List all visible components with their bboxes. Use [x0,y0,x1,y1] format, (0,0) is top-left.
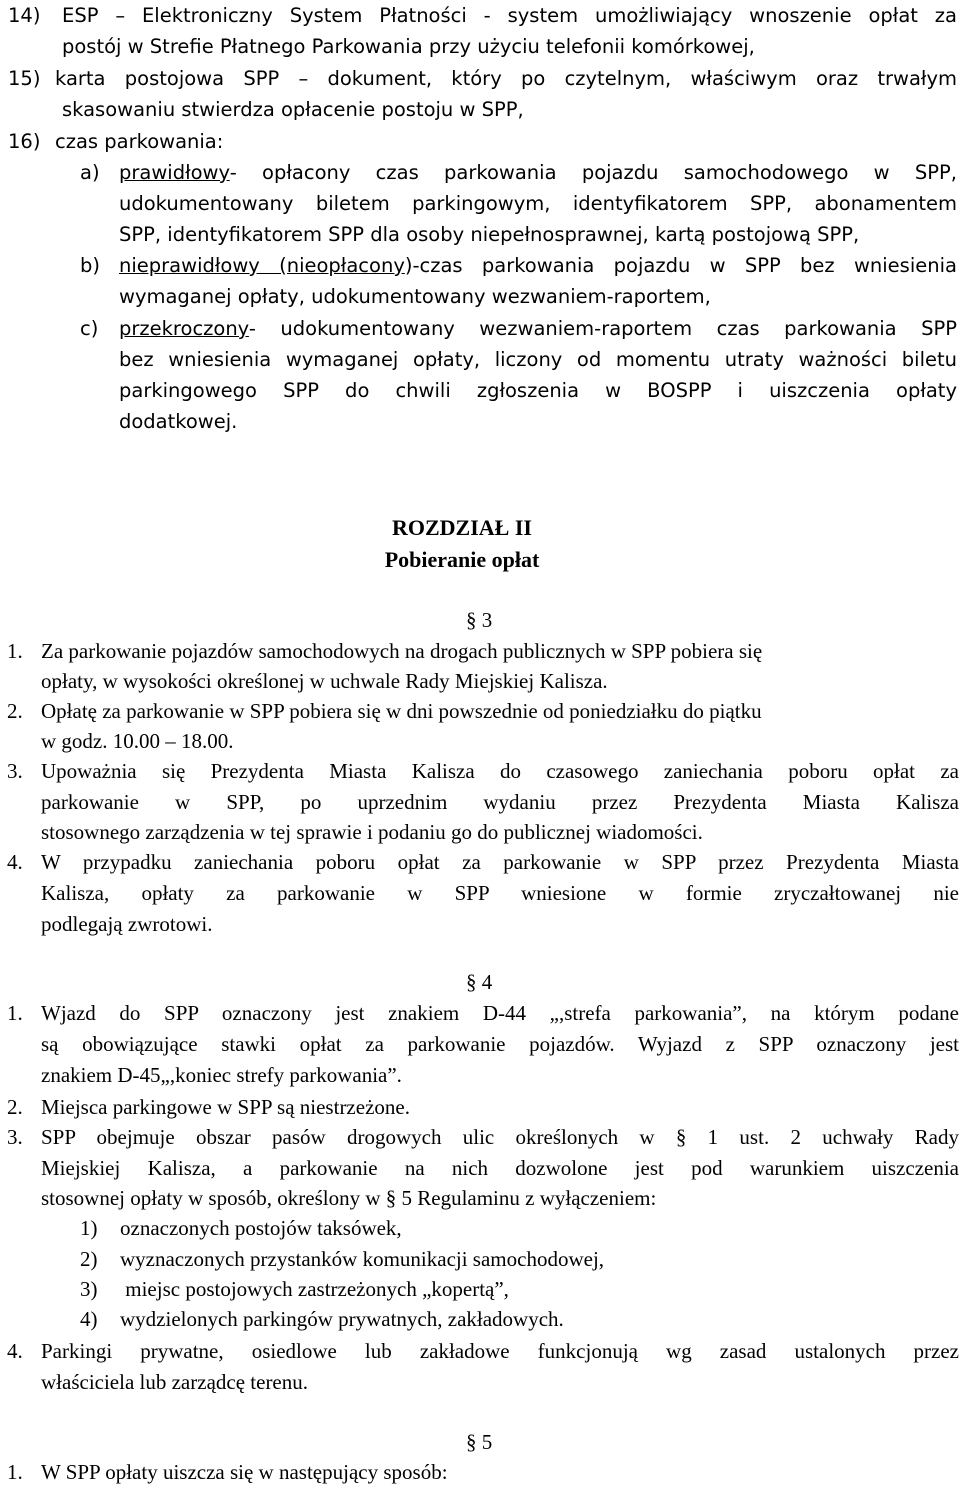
list-number: 3. [7,759,23,783]
definition-rest: )-czas parkowania pojazdu w SPP bez wniesienia [404,254,957,277]
exclusion-item: oznaczonych postojów taksówek, [120,1216,402,1240]
definition-text [119,157,957,188]
paragraph-text: Wjazd do SPP oznaczony jest znakiem D-44 „,strefa parkowania”, na którym podane [41,1001,959,1025]
list-number: 1) [80,1216,98,1240]
paragraph-text: Miejsca parkingowe w SPP są niestrzeżone. [41,1095,410,1119]
definition-text: wymaganej opłaty, udokumentowany wezwaniem-raportem, [119,285,711,308]
definition-text: bez wniesienia wymaganej opłaty, liczony od momentu utraty ważności biletu [119,348,957,371]
section-sign: § 5 [466,1430,493,1454]
chapter-title: ROZDZIAŁ II [392,515,532,540]
definition-text: karta postojowa SPP – dokument, który po czytelnym, właściwym oraz trwałym [55,67,957,90]
paragraph-text: stosownej opłaty w sposób, określony w § 5 Regulaminu z wyłączeniem: [41,1186,657,1210]
defined-term: przekroczony [119,317,249,340]
list-number: 1. [7,1001,23,1025]
exclusion-item: miejsc postojowych zastrzeżonych „kopertą”, [120,1277,509,1301]
sub-label: c) [80,317,99,340]
sub-label: a) [80,161,100,184]
definition-text: udokumentowany biletem parkingowym, identyfikatorem SPP, abonamentem [119,192,957,215]
definition-rest: - opłacony czas parkowania pojazdu samochodowego w SPP, [229,161,957,184]
paragraph-text: stosownego zarządzenia w tej sprawie i podaniu go do publicznej wiadomości. [41,820,703,844]
chapter-subtitle: Pobieranie opłat [384,547,540,572]
definition-text [119,250,957,281]
section-sign: § 4 [466,970,493,994]
definition-text: postój w Strefie Płatnego Parkowania przy użyciu telefonii komórkowej, [62,35,755,58]
definition-text: SPP, identyfikatorem SPP dla osoby niepełnosprawnej, kartą postojową SPP, [119,223,860,246]
list-number: 4. [7,850,23,874]
paragraph-text: właściciela lub zarządcę terenu. [41,1370,309,1394]
paragraph-text: Miejskiej Kalisza, a parkowanie na nich dozwolone jest pod warunkiem uiszczenia [41,1156,959,1180]
list-number: 15) [8,67,41,90]
list-number: 2. [7,699,23,723]
definition-text [119,313,957,344]
section-sign: § 3 [466,608,493,632]
definition-rest: - udokumentowany wezwaniem-raportem czas parkowania SPP [248,317,957,340]
definition-text: czas parkowania: [55,130,224,153]
paragraph-text: Opłatę za parkowanie w SPP pobiera się w dni powszednie od poniedziałku do piątku [41,699,762,723]
paragraph-text: podlegają zwrotowi. [41,912,213,936]
paragraph-text: opłaty, w wysokości określonej w uchwale Rady Miejskiej Kalisza. [41,669,608,693]
list-number: 14) [8,4,41,27]
definition-text: skasowaniu stwierdza opłacenie postoju w SPP, [62,98,524,121]
exclusion-item: wyznaczonych przystanków komunikacji samochodowej, [120,1247,605,1271]
definition-text: dodatkowej. [119,410,238,433]
list-number: 16) [8,130,41,153]
paragraph-text: Parkingi prywatne, osiedlowe lub zakładowe funkcjonują wg zasad ustalonych przez [41,1339,959,1363]
list-number: 3) [80,1277,98,1301]
list-number: 2. [7,1095,23,1119]
paragraph-text: znakiem D-45„,koniec strefy parkowania”. [41,1063,402,1087]
paragraph-text: parkowanie w SPP, po uprzednim wydaniu przez Prezydenta Miasta Kalisza [41,790,959,814]
defined-term: nieprawidłowy (nieopłacony [119,254,405,277]
definition-text: ESP – Elektroniczny System Płatności - system umożliwiający wnoszenie opłat za [62,4,957,27]
paragraph-text: Upoważnia się Prezydenta Miasta Kalisza do czasowego zaniechania poboru opłat za [41,759,959,783]
definition-text: parkingowego SPP do chwili zgłoszenia w BOSPP i uiszczenia opłaty [119,379,957,402]
list-number: 2) [80,1247,98,1271]
exclusion-item: wydzielonych parkingów prywatnych, zakładowych. [120,1307,564,1331]
list-number: 1. [7,1460,23,1484]
paragraph-text: Za parkowanie pojazdów samochodowych na drogach publicznych w SPP pobiera się [41,639,763,663]
paragraph-text: Kalisza, opłaty za parkowanie w SPP wniesione w formie zryczałtowanej nie [41,881,959,905]
paragraph-text: W SPP opłaty uiszcza się w następujący sposób: [41,1460,448,1484]
list-number: 3. [7,1125,23,1149]
paragraph-text: W przypadku zaniechania poboru opłat za parkowanie w SPP przez Prezydenta Miasta [41,850,959,874]
list-number: 4) [80,1307,98,1331]
list-number: 4. [7,1339,23,1363]
defined-term: prawidłowy [119,161,230,184]
list-number: 1. [7,639,23,663]
paragraph-text: SPP obejmuje obszar pasów drogowych ulic określonych w § 1 ust. 2 uchwały Rady [41,1125,959,1149]
paragraph-text: w godz. 10.00 – 18.00. [41,729,234,753]
paragraph-text: są obowiązujące stawki opłat za parkowanie pojazdów. Wyjazd z SPP oznaczony jest [41,1032,959,1056]
sub-label: b) [80,254,100,277]
